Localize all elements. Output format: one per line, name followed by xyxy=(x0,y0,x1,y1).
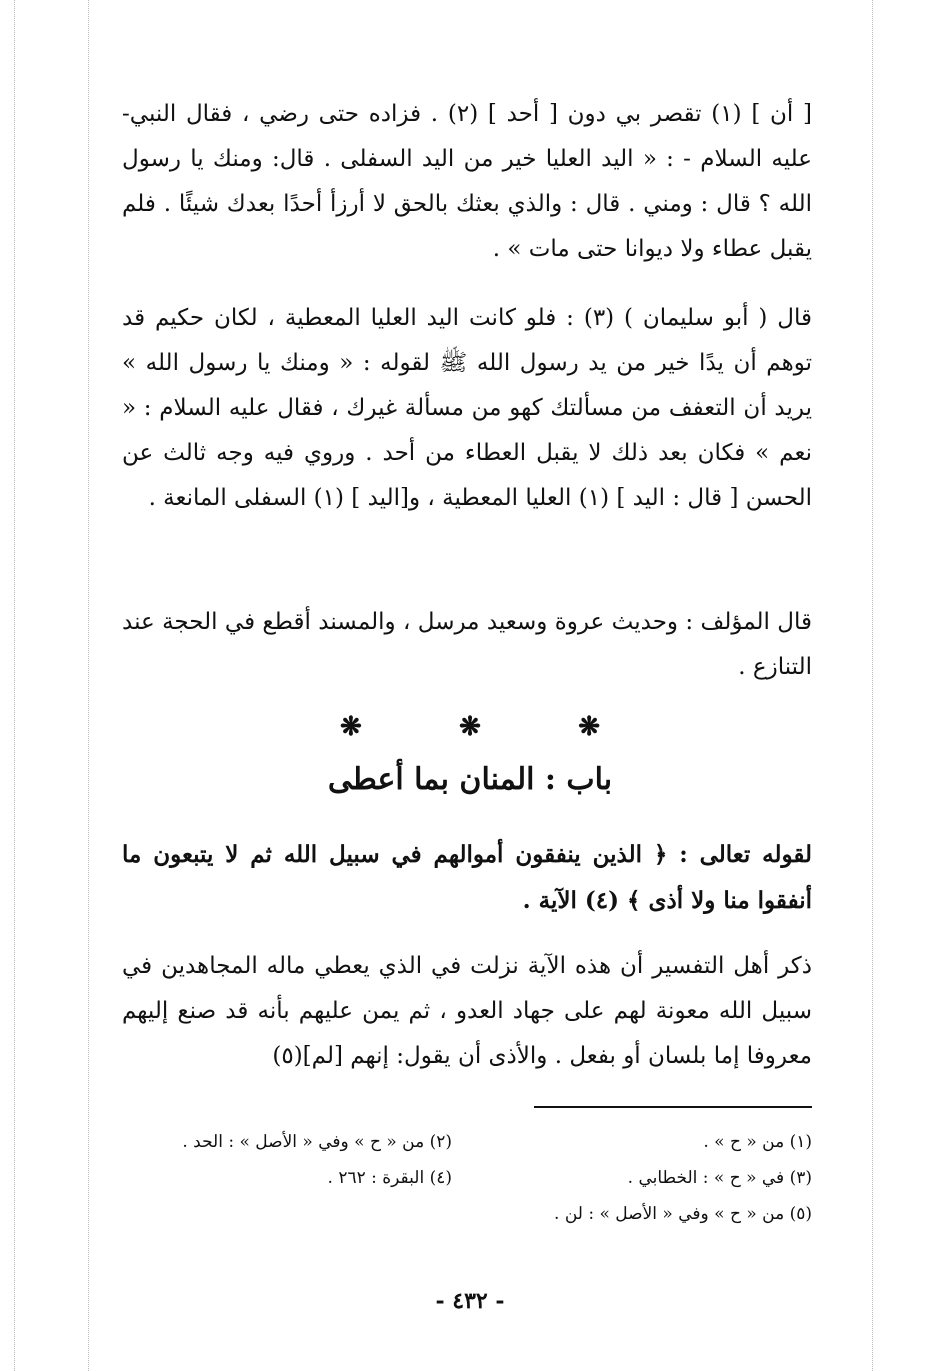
footnote-5: (٥) من « ح » وفي « الأصل » : لن . xyxy=(554,1204,812,1224)
separator-star: ❋ xyxy=(340,712,362,742)
footnote-4: (٤) البقرة : ٢٦٢ . xyxy=(327,1168,452,1188)
footnote-3: (٣) في « ح » : الخطابي . xyxy=(627,1168,812,1188)
quran-verse: لقوله تعالى : ﴿ الذين ينفقون أموالهم في سبيل الله ثم لا يتبعون ما أنفقوا منا ولا أذى ﴾ (٤) الآية . xyxy=(122,841,812,914)
section-separator xyxy=(340,712,600,742)
chapter-heading: باب : المنان بما أعطى xyxy=(327,762,613,797)
footnote-2: (٢) من « ح » وفي « الأصل » : الحد . xyxy=(182,1132,452,1152)
page-edge-line-right xyxy=(872,0,873,1371)
page-edge-line-left xyxy=(14,0,15,1371)
footnotes xyxy=(150,1124,812,1232)
separator-star: ❋ xyxy=(459,712,481,742)
footnote-row xyxy=(150,1160,812,1196)
footnote-rule xyxy=(534,1106,812,1108)
paragraph-abu-sulayman: قال ( أبو سليمان ) (٣) : فلو كانت اليد العليا المعطية ، لكان حكيم قد توهم أن يدًا خير من يد رسول الله ﷺ لقوله : « ومنك يا رسول الله » يريد أن التعفف من مسألتك كهو من مسألة غيرك ، فقال عليه السلام : « نعم » فكان بعد ذلك لا يقبل العطاء من أحد . وروي فيه وجه ثالث عن الحسن [ قال : اليد ] (١) العليا المعطية ، و[اليد ] (١) السفلى المانعة . xyxy=(122,305,812,511)
page-number: - ٤٣٢ - xyxy=(435,1288,505,1314)
paragraph-author-note: قال المؤلف : وحديث عروة وسعيد مرسل ، والمسند أقطع في الحجة عند التنازع . xyxy=(122,609,812,680)
separator-star: ❋ xyxy=(578,712,600,742)
footnote-row xyxy=(150,1196,812,1232)
paragraph-tafsir: ذكر أهل التفسير أن هذه الآية نزلت في الذي يعطي ماله المجاهدين في سبيل الله معونة لهم على جهاد العدو ، ثم يمن عليهم بأنه قد صنع إليهم معروفا إما بلسان أو بفعل . والأذى أن يقول: إنهم [لم](٥) xyxy=(122,953,812,1069)
footnote-row xyxy=(150,1124,812,1160)
paragraph-hadith-end: [ أن ] (١) تقصر بي دون [ أحد ] (٢) . فزاده حتى رضي ، فقال النبي- عليه السلام - : « اليد العليا خير من اليد السفلى . قال: ومنك يا رسول الله ؟ قال : ومني . قال : والذي بعثك بالحق لا أرزأ أحدًا بعدك شيئًا . فلم يقبل عطاء ولا ديوانا حتى مات » . xyxy=(122,101,812,262)
page-edge-line-inner-left xyxy=(88,0,89,1371)
footnote-1: (١) من « ح » . xyxy=(703,1132,812,1152)
